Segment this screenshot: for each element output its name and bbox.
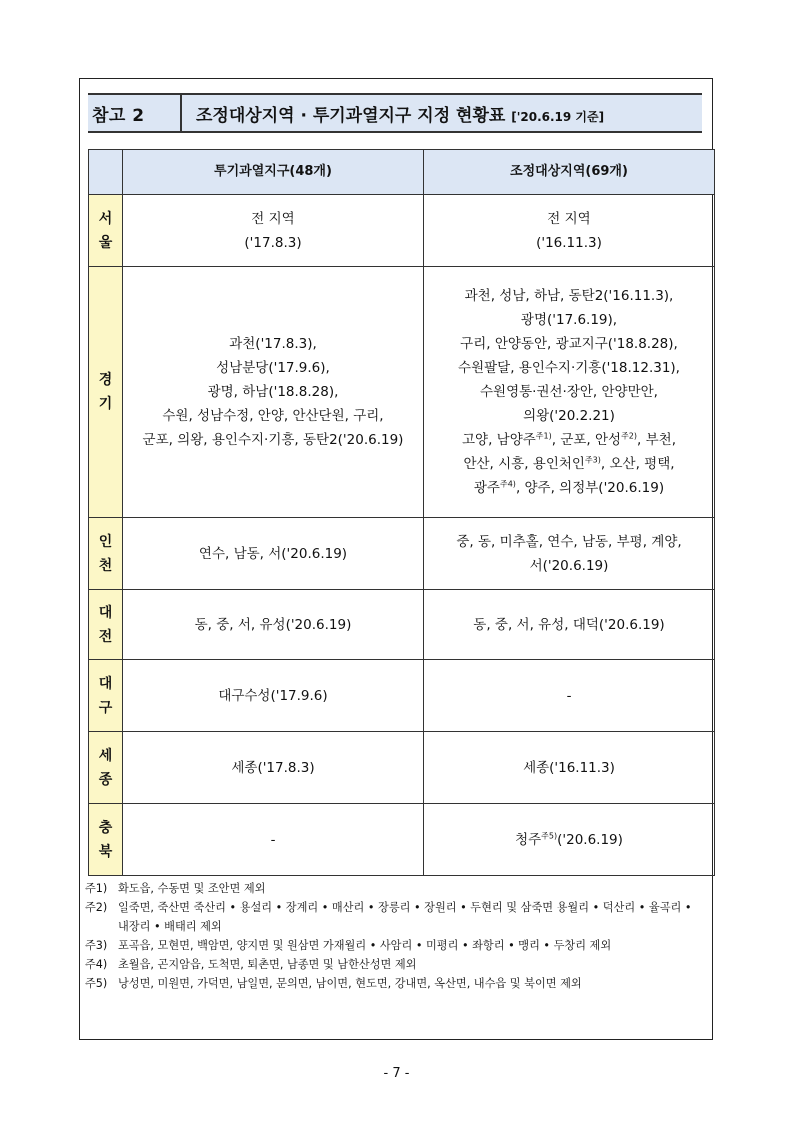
region-char: 천 [98, 557, 113, 574]
cell-text: 구리, 안양동안, 광교지구('18.8.28), [460, 336, 678, 352]
cell-line [428, 332, 710, 356]
region-char: 울 [98, 234, 113, 251]
adjust-cell [424, 195, 715, 267]
cell-line [127, 828, 419, 852]
cell-line [428, 308, 710, 332]
region-cell [89, 518, 123, 590]
reference-label: 참고 2 [92, 106, 145, 126]
header-corner [89, 150, 123, 195]
footnote-ref: 주3) [584, 455, 601, 465]
footnote-text: 초월읍, 곤지암읍, 도척면, 퇴촌면, 남종면 및 남한산성면 제외 [118, 958, 417, 971]
cell-text: , 군포, 안성 [551, 432, 622, 448]
adjust-cell [424, 804, 715, 876]
cell-text: 서('20.6.19) [529, 557, 609, 574]
cell-line [127, 332, 419, 356]
footnote-ref: 주2) [621, 431, 638, 441]
cell-text: 전 지역 [547, 210, 591, 227]
overheat-cell [123, 195, 424, 267]
footnote-text: 일죽면, 죽산면 죽산리 • 용설리 • 장계리 • 매산리 • 장릉리 • 장원리 • 두현리 및 삼죽면 용월리 • 덕산리 • 율곡리 • 내장리 • 배태리 제외 [118, 901, 692, 933]
cell-line [428, 380, 710, 404]
region-cell [89, 732, 123, 804]
table-row [89, 732, 715, 804]
adjust-cell [424, 590, 715, 660]
cell-text: 연수, 남동, 서('20.6.19) [198, 545, 348, 562]
cell-line [428, 613, 710, 637]
region-char: 서 [98, 210, 113, 227]
region-char: 인 [98, 533, 113, 550]
header-overheat: 투기과열지구(48개) [123, 150, 424, 195]
footnote-text: 포곡읍, 모현면, 백암면, 양지면 및 원삼면 가재월리 • 사암리 • 미평리 • 좌항리 • 맹리 • 두창리 제외 [118, 939, 612, 952]
cell-line [127, 613, 419, 637]
cell-line [127, 684, 419, 708]
region-cell [89, 660, 123, 732]
table-row [89, 518, 715, 590]
cell-line [127, 356, 419, 380]
cell-text: 전 지역 [251, 210, 295, 227]
footnote-text: 낭성면, 미원면, 가덕면, 남일면, 문의면, 남이면, 현도면, 강내면, 옥산면, 내수읍 및 북이면 제외 [118, 977, 582, 990]
cell-line [127, 231, 419, 255]
region-char: 종 [98, 771, 113, 788]
header-adjust: 조정대상지역(69개) [424, 150, 715, 195]
cell-text: , 오산, 평택, [600, 456, 675, 472]
cell-text: 광명, 하남('18.8.28), [207, 384, 339, 400]
cell-text: 세종('16.11.3) [523, 759, 615, 776]
cell-line [428, 207, 710, 231]
table-row [89, 590, 715, 660]
page-title [196, 101, 604, 126]
cell-line [127, 404, 419, 428]
cell-text: 고양, 남양주 [461, 432, 536, 448]
overheat-cell [123, 590, 424, 660]
cell-text: 수원팔달, 용인수지·기흥('18.12.31), [458, 360, 680, 376]
cell-line [127, 756, 419, 780]
cell-text: 동, 중, 서, 유성('20.6.19) [194, 616, 352, 633]
title-banner [88, 93, 702, 133]
cell-line [428, 231, 710, 255]
adjust-cell [424, 267, 715, 518]
region-char: 전 [98, 628, 113, 645]
cell-line [127, 542, 419, 566]
region-char: 세 [98, 747, 113, 764]
cell-text: 세종('17.8.3) [231, 759, 315, 776]
cell-text: ('20.6.19) [557, 831, 623, 848]
title-date: ['20.6.19 기준] [511, 110, 605, 124]
cell-text: , 양주, 의정부('20.6.19) [515, 480, 665, 496]
cell-line [428, 476, 710, 500]
footnote-tag: 주2) [85, 901, 108, 914]
cell-text: - [270, 831, 276, 848]
table-header-row [89, 150, 715, 195]
cell-text: 성남분당('17.9.6), [216, 360, 330, 376]
cell-line [428, 530, 710, 554]
footnote [85, 974, 705, 993]
footnote-tag: 주1) [85, 882, 108, 895]
title-divider [180, 95, 182, 131]
cell-line [428, 404, 710, 428]
region-cell [89, 267, 123, 518]
cell-text: 청주 [515, 831, 542, 848]
region-char: 충 [98, 819, 113, 836]
region-char: 북 [98, 843, 113, 860]
region-char: 기 [98, 396, 113, 412]
footnote [85, 936, 705, 955]
region-char: 경 [98, 372, 113, 388]
overheat-cell [123, 518, 424, 590]
cell-line [428, 428, 710, 452]
cell-text: , 부천, [637, 432, 676, 448]
table-row [89, 195, 715, 267]
cell-text: 중, 동, 미추홀, 연수, 남동, 부평, 계양, [456, 533, 682, 550]
region-cell [89, 804, 123, 876]
cell-text: 광명('17.6.19), [520, 312, 618, 328]
cell-line [428, 828, 710, 852]
cell-text: 수원, 성남수정, 안양, 안산단원, 구리, [162, 408, 384, 424]
cell-line [428, 554, 710, 578]
adjust-cell [424, 518, 715, 590]
footnote [85, 879, 705, 898]
overheat-cell [123, 804, 424, 876]
page-number: - 7 - [383, 1066, 410, 1081]
overheat-cell [123, 267, 424, 518]
table-row [89, 660, 715, 732]
region-char: 구 [98, 699, 113, 716]
cell-text: 수원영통·권선·장안, 안양만안, [480, 384, 658, 400]
footnote [85, 955, 705, 974]
title-text: 조정대상지역 · 투기과열지구 지정 현황표 [196, 106, 506, 126]
cell-line [127, 207, 419, 231]
footnotes [85, 879, 705, 993]
cell-text: 광주 [473, 480, 500, 496]
footnote-ref: 주5) [541, 831, 558, 840]
region-cell [89, 195, 123, 267]
footnote-tag: 주4) [85, 958, 108, 971]
cell-text: ('16.11.3) [536, 234, 602, 251]
footnote-tag: 주3) [85, 939, 108, 952]
cell-line [428, 284, 710, 308]
cell-line [428, 356, 710, 380]
table-row [89, 267, 715, 518]
region-char: 대 [98, 604, 113, 621]
region-cell [89, 590, 123, 660]
cell-line [428, 756, 710, 780]
footnote-tag: 주5) [85, 977, 108, 990]
adjust-cell [424, 660, 715, 732]
cell-text: 과천('17.8.3), [229, 336, 317, 352]
cell-line [127, 380, 419, 404]
region-char: 대 [98, 675, 113, 692]
adjust-cell [424, 732, 715, 804]
cell-text: 군포, 의왕, 용인수지·기흥, 동탄2('20.6.19) [142, 432, 404, 448]
cell-text: 안산, 시흥, 용인처인 [463, 456, 585, 472]
cell-text: 과천, 성남, 하남, 동탄2('16.11.3), [464, 288, 674, 304]
footnote-ref: 주4) [499, 479, 516, 489]
footnote [85, 898, 705, 936]
cell-text: 대구수성('17.9.6) [218, 687, 328, 704]
cell-line [428, 684, 710, 708]
footnote-text: 화도읍, 수동면 및 조안면 제외 [118, 882, 266, 895]
cell-text: ('17.8.3) [244, 234, 302, 251]
cell-line [127, 428, 419, 452]
cell-text: 동, 중, 서, 유성, 대덕('20.6.19) [473, 616, 665, 633]
overheat-cell [123, 732, 424, 804]
overheat-cell [123, 660, 424, 732]
cell-text: 의왕('20.2.21) [523, 408, 615, 424]
cell-line [428, 452, 710, 476]
table-row [89, 804, 715, 876]
footnote-ref: 주1) [535, 431, 552, 441]
designation-table [88, 149, 715, 876]
cell-text: - [566, 687, 572, 704]
document-frame [79, 78, 713, 1040]
